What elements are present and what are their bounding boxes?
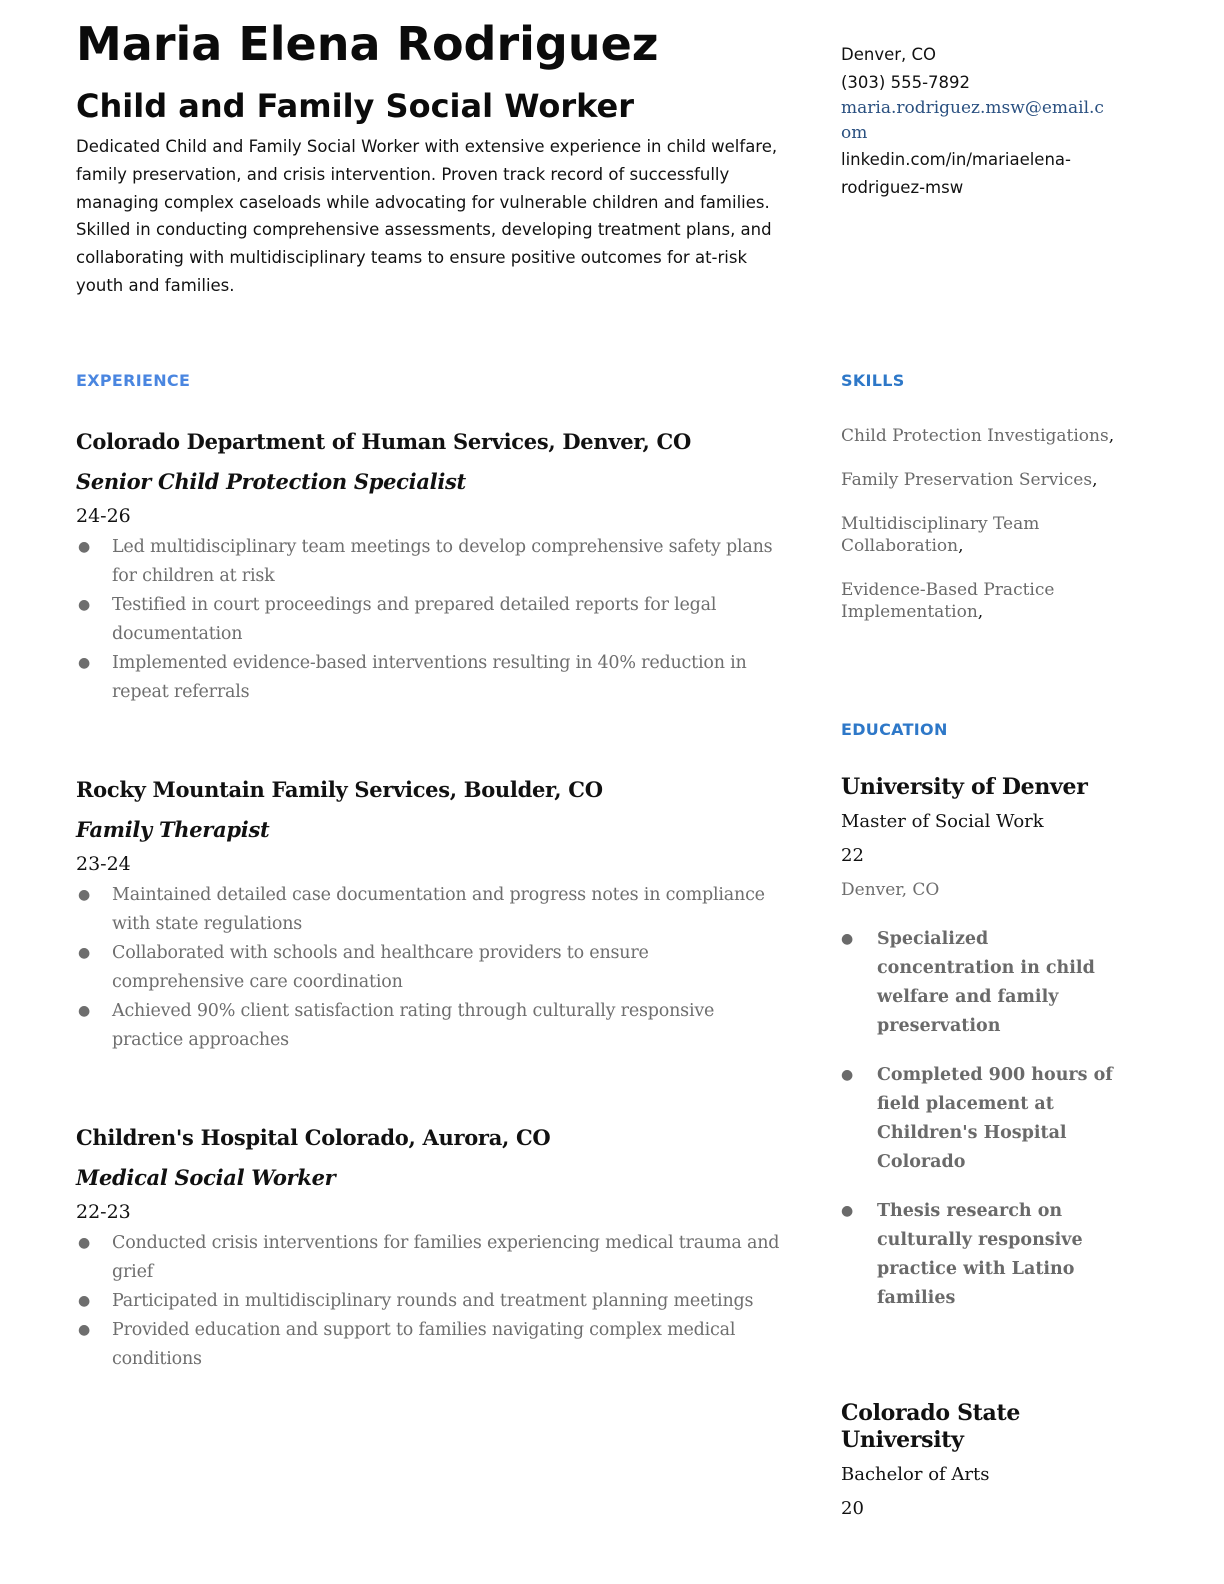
skill-item: [841, 469, 1121, 491]
education-highlight: [841, 925, 1121, 1041]
achievement-item: [76, 533, 786, 591]
achievement-text: Conducted crisis interventions for families experiencing medical trauma and grief: [112, 1233, 780, 1282]
employment-dates: 23-24: [76, 853, 131, 875]
school-name: Colorado State University: [841, 1400, 1021, 1453]
contact-phone: (303) 555-7892: [841, 72, 971, 92]
bullet-icon: ●: [78, 887, 91, 903]
employer-name: Rocky Mountain Family Services, Boulder, CO: [76, 777, 603, 802]
achievement-list: [76, 533, 786, 707]
bullet-icon: ●: [841, 1067, 854, 1083]
skill-separator: ,: [1092, 470, 1098, 490]
skills-heading: SKILLS: [841, 371, 905, 390]
bullet-icon: ●: [78, 1293, 91, 1309]
achievement-item: [76, 939, 786, 997]
skill-text: Family Preservation Services: [841, 470, 1093, 490]
highlight-text: Thesis research on culturally responsive practice with Latino families: [877, 1201, 1083, 1308]
achievement-list: [76, 881, 786, 1055]
skill-text: Child Protection Investigations: [841, 426, 1109, 446]
education-highlights: [841, 925, 1121, 1313]
bullet-icon: ●: [78, 539, 91, 555]
highlight-text: Specialized concentration in child welfare and family preservation: [877, 929, 1095, 1036]
job-role: Medical Social Worker: [76, 1165, 336, 1190]
experience-entry: [76, 1123, 786, 1374]
bullet-icon: ●: [78, 1322, 91, 1338]
job-role: Family Therapist: [76, 817, 270, 842]
skill-text: Multidisciplinary Team Collaboration: [841, 514, 1040, 556]
highlight-text: Completed 900 hours of field placement at Children's Hospital Colorado: [877, 1065, 1113, 1172]
bullet-icon: ●: [841, 931, 854, 947]
skills-list: [841, 425, 1121, 645]
graduation-year: 20: [841, 1498, 864, 1519]
candidate-name: Maria Elena Rodriguez: [76, 17, 659, 71]
achievement-text: Led multidisciplinary team meetings to develop comprehensive safety plans for children at risk: [112, 537, 773, 586]
achievement-item: [76, 649, 786, 707]
degree: Bachelor of Arts: [841, 1464, 990, 1485]
achievement-item: [76, 1229, 786, 1287]
bullet-icon: ●: [78, 655, 91, 671]
profile-summary: Dedicated Child and Family Social Worker with extensive experience in child welfare, family preservation, and crisis intervention. Proven track record of successfully managing complex caseloads while advocating for vulnerable children and families. Skilled in conducting comprehensive assessments, developing treatment plans, and collaborating with multidisciplinary teams to ensure positive outcomes for at-risk youth and families.: [76, 137, 778, 295]
education-entry: [841, 774, 1121, 1333]
contact-linkedin: linkedin.com/in/mariaelena-rodriguez-msw: [841, 150, 1071, 197]
bullet-icon: ●: [78, 597, 91, 613]
skill-item: [841, 513, 1121, 557]
skill-separator: ,: [1108, 426, 1115, 446]
achievement-text: Provided education and support to families navigating complex medical conditions: [112, 1320, 736, 1369]
skill-item: [841, 579, 1121, 623]
achievement-text: Collaborated with schools and healthcare providers to ensure comprehensive care coordination: [112, 943, 649, 992]
education-entry: [841, 1400, 1121, 1522]
employment-dates: 22-23: [76, 1201, 131, 1223]
achievement-item: [76, 1287, 786, 1316]
achievement-text: Achieved 90% client satisfaction rating through culturally responsive practice approaches: [112, 1001, 715, 1050]
employment-dates: 24-26: [76, 505, 131, 527]
contact-info: [841, 41, 1121, 201]
achievement-text: Testified in court proceedings and prepared detailed reports for legal documentation: [112, 595, 717, 644]
job-title: Child and Family Social Worker: [76, 87, 635, 125]
achievement-item: [76, 1316, 786, 1374]
skill-text: Evidence-Based Practice Implementation: [841, 580, 1055, 622]
degree: Master of Social Work: [841, 811, 1044, 832]
achievement-item: [76, 591, 786, 649]
bullet-icon: ●: [78, 1235, 91, 1251]
education-heading: EDUCATION: [841, 720, 948, 739]
school-name: University of Denver: [841, 774, 1088, 800]
employer-name: Children's Hospital Colorado, Aurora, CO: [76, 1125, 551, 1150]
achievement-item: [76, 881, 786, 939]
bullet-icon: ●: [78, 1003, 91, 1019]
achievement-text: Implemented evidence-based interventions resulting in 40% reduction in repeat referrals: [112, 653, 747, 702]
skill-separator: ,: [958, 536, 964, 556]
achievement-list: [76, 1229, 786, 1374]
achievement-item: [76, 997, 786, 1055]
skill-item: [841, 425, 1121, 447]
contact-email-link[interactable]: maria.rodriguez.msw@email.com: [841, 98, 1104, 143]
achievement-text: Participated in multidisciplinary rounds and treatment planning meetings: [112, 1291, 754, 1311]
school-location: Denver, CO: [841, 880, 940, 900]
employer-name: Colorado Department of Human Services, Denver, CO: [76, 429, 691, 454]
bullet-icon: ●: [78, 945, 91, 961]
job-role: Senior Child Protection Specialist: [76, 469, 466, 494]
education-highlight: [841, 1061, 1121, 1177]
education-highlight: [841, 1197, 1121, 1313]
graduation-year: 22: [841, 845, 864, 866]
experience-entry: [76, 775, 786, 1055]
experience-entry: [76, 427, 786, 707]
skill-separator: ,: [977, 602, 984, 622]
contact-location: Denver, CO: [841, 45, 937, 64]
experience-heading: EXPERIENCE: [76, 371, 191, 390]
achievement-text: Maintained detailed case documentation and progress notes in compliance with state regulations: [112, 885, 765, 934]
bullet-icon: ●: [841, 1203, 854, 1219]
